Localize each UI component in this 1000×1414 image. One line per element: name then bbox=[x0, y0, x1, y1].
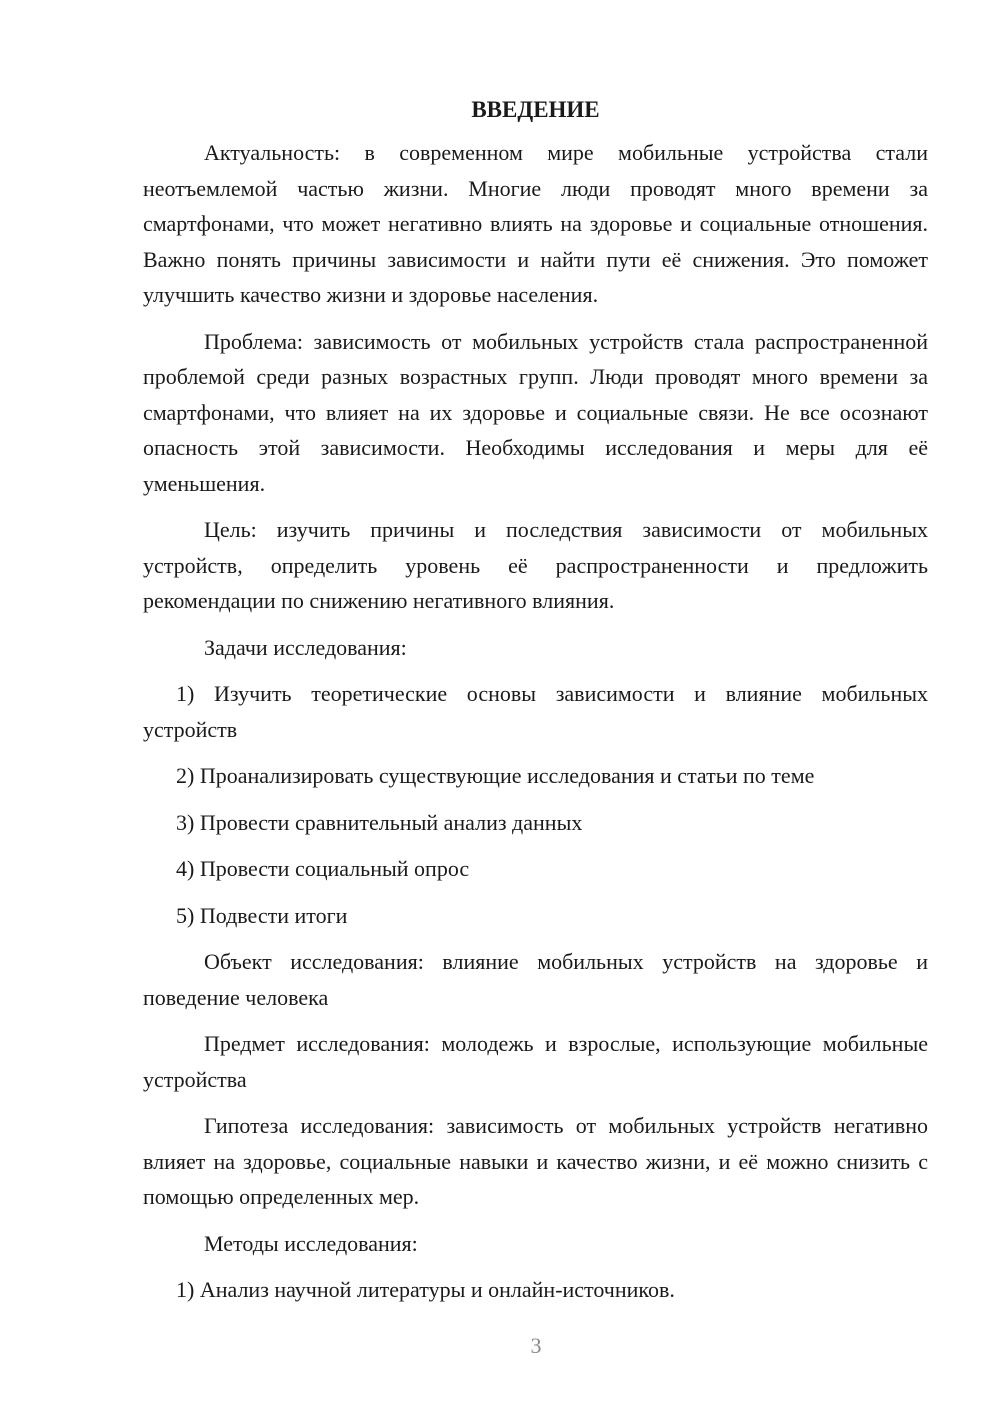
task-item: 1) Изучить теоретические основы зависимости и влияние мобильных устройств bbox=[143, 681, 928, 742]
methods-heading: Методы исследования: bbox=[204, 1230, 418, 1256]
task-item: 4) Провести социальный опрос bbox=[176, 856, 470, 881]
subject-paragraph: Предмет исследования: молодежь и взрослые, использующие мобильные устройства bbox=[143, 1031, 928, 1092]
page-content bbox=[143, 94, 928, 1319]
tasks-heading: Задачи исследования: bbox=[204, 634, 407, 660]
section-title: ВВЕДЕНИЕ bbox=[471, 97, 600, 122]
page-number: 3 bbox=[530, 1333, 542, 1358]
task-item: 2) Проанализировать существующие исследования и статьи по теме bbox=[176, 763, 815, 788]
goal-paragraph: Цель: изучить причины и последствия зависимости от мобильных устройств, определить уровень её распространенности и предложить рекомендации по снижению негативного влияния. bbox=[143, 517, 928, 613]
object-paragraph: Объект исследования: влияние мобильных устройств на здоровье и поведение человека bbox=[143, 949, 928, 1010]
hypothesis-paragraph: Гипотеза исследования: зависимость от мобильных устройств негативно влияет на здоровье, социальные навыки и качество жизни, и её можно снизить с помощью определенных мер. bbox=[143, 1113, 928, 1209]
problem-paragraph: Проблема: зависимость от мобильных устройств стала распространенной проблемой среди разных возрастных групп. Люди проводят много времени за смартфонами, что влияет на их здоровье и социальные связи. Не все осознают опасность этой зависимости. Необходимы исследования и меры для её уменьшения. bbox=[143, 328, 928, 496]
task-item: 3) Провести сравнительный анализ данных bbox=[176, 809, 583, 835]
method-item: 1) Анализ научной литературы и онлайн-источников. bbox=[176, 1277, 675, 1302]
relevance-paragraph: Актуальность: в современном мире мобильные устройства стали неотъемлемой частью жизни. Многие люди проводят много времени за смартфонами, что может негативно влиять на здоровье и социальные отношения. Важно понять причины зависимости и найти пути её снижения. Это поможет улучшить качество жизни и здоровье населения. bbox=[143, 140, 928, 307]
task-item: 5) Подвести итоги bbox=[176, 902, 348, 928]
